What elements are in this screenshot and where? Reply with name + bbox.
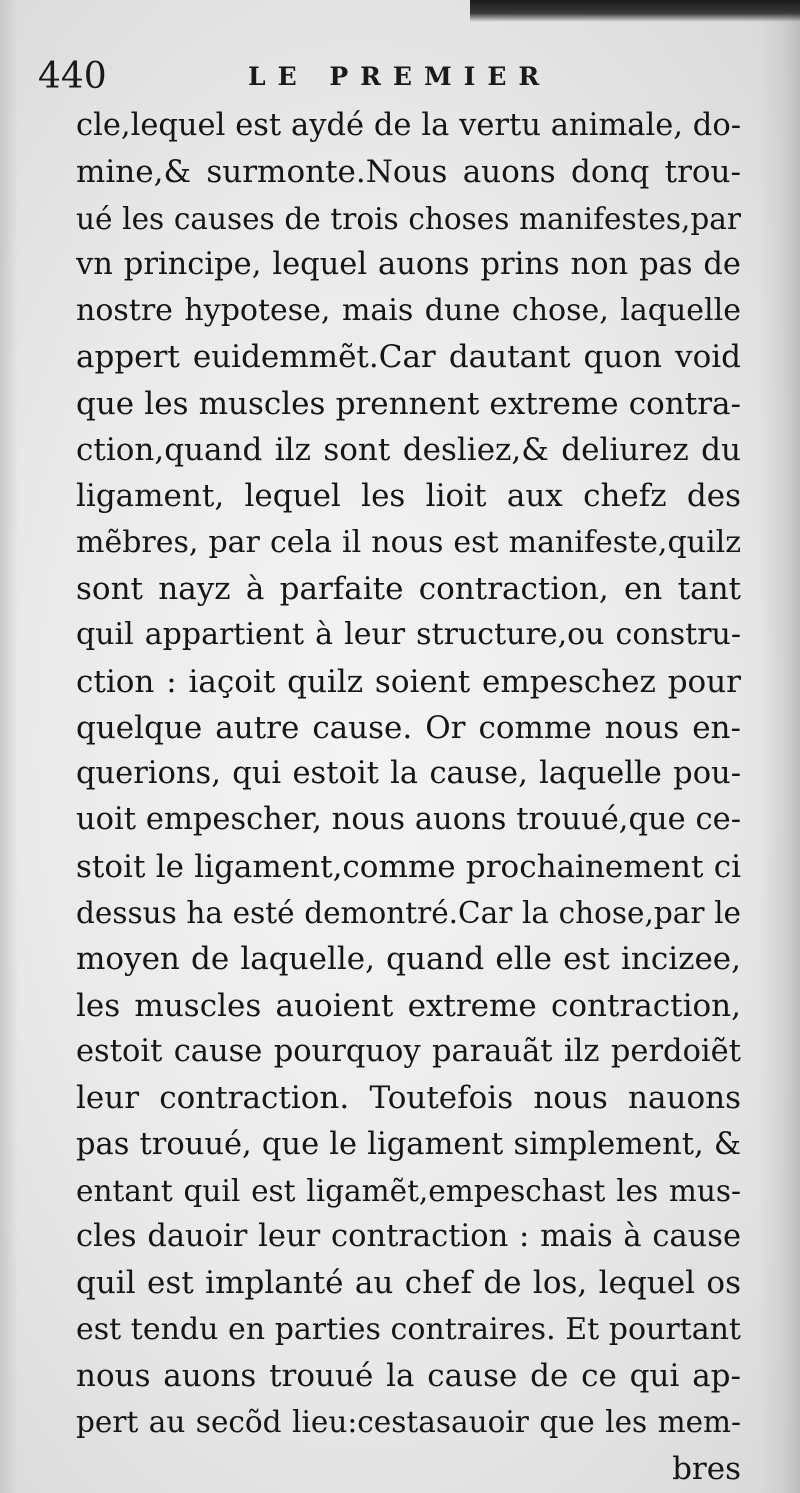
text-line: pert au secõd lieu:cestasauoir que les mem- <box>76 1405 741 1440</box>
text-line: querions, qui estoit la cause, laquelle pou- <box>76 756 741 792</box>
catchword: bres <box>672 1450 741 1487</box>
page-left-shadow <box>0 0 18 1493</box>
text-line: quil est implanté au chef de los, lequel os <box>76 1265 741 1302</box>
text-line: les muscles auoient extreme contraction, <box>76 987 741 1024</box>
text-line: estoit cause pourquoy parauãt ilz perdoiẽt <box>76 1033 741 1069</box>
text-line: ué les causes de trois choses manifestes,par <box>76 201 741 236</box>
text-line: quil appartient à leur structure,ou constru- <box>76 617 741 653</box>
text-line: ligament, lequel les lioit aux chefz des <box>76 478 741 515</box>
text-line: cles dauoir leur contraction : mais à cause <box>76 1219 741 1255</box>
text-line: nostre hypotese, mais dune chose, laquelle <box>76 293 741 329</box>
text-line: est tendu en parties contraires. Et pourtant <box>76 1311 741 1347</box>
text-line: vn principe, lequel auons prins non pas de <box>76 246 741 282</box>
page-header <box>38 52 738 102</box>
scan-top-shadow <box>470 0 800 22</box>
body-text <box>76 103 741 1492</box>
text-line: moyen de laquelle, quand elle est incizee, <box>76 941 741 978</box>
running-head: LE PREMIER <box>248 62 552 91</box>
text-line: nous auons trouué la cause de ce qui ap- <box>76 1358 741 1395</box>
text-line: entant quil est ligamẽt,empeschast les mus- <box>76 1173 741 1208</box>
page-number: 440 <box>38 56 107 97</box>
text-line: que les muscles prennent extreme contra- <box>76 385 741 422</box>
text-line: sont nayz à parfaite contraction, en tant <box>76 570 741 607</box>
text-line: cle,lequel est aydé de la vertu animale, do- <box>76 108 741 143</box>
text-line: dessus ha esté demontré.Car la chose,par le <box>76 896 741 931</box>
text-line: stoit le ligament,comme prochainement ci <box>76 848 741 885</box>
text-line: appert euidemmẽt.Car dautant quon void <box>76 339 741 376</box>
text-line: ction : iaçoit quilz soient empeschez pour <box>76 663 741 700</box>
text-line: mẽbres, par cela il nous est manifeste,quilz <box>76 524 741 560</box>
text-line: uoit empescher, nous auons trouué,que ce- <box>76 802 741 838</box>
text-line: quelque autre cause. Or comme nous en- <box>76 709 741 746</box>
text-line: mine,& surmonte.Nous auons donq trou- <box>76 154 741 191</box>
text-line: ction,quand ilz sont desliez,& deliurez du <box>76 432 741 469</box>
page-right-shadow <box>758 0 800 1493</box>
text-line: leur contraction. Toutefois nous nauons <box>76 1080 741 1117</box>
text-line: pas trouué, que le ligament simplement, & <box>76 1126 741 1162</box>
